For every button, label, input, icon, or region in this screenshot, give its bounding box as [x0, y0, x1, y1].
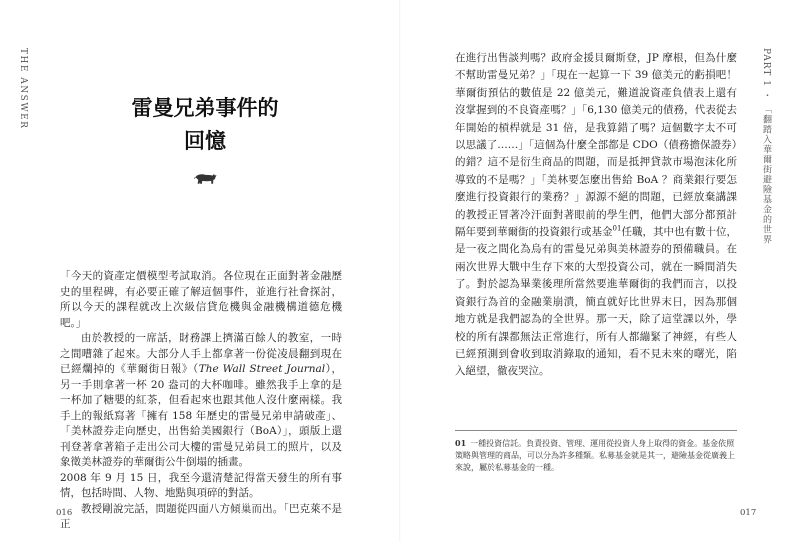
footnote-text: 一種投資信託。負責投資、管理、運用從投資人身上取得的資金。基金依照策略與管理的商品，可以分為許多種類。私募基金就是其一，避險基金從廣義上來說，屬於私募基金的一種。: [455, 439, 735, 472]
side-running-head: PART 1 ・ 「翻踏入華爾街避險基金的世界: [761, 48, 771, 245]
paragraph: 由於教授的一席話，財務課上擠滿百餘人的教室，一時之間嘈雜了起來。大部分人手上都拿著一份從凌晨翻到現在已經爛掉的《華爾街日報》（The Wall Street Journal），另一手則拿著一杯 20 盎司的大杯咖啡。雖然我手上拿的是一杯加了糖嬰的紅茶，但看起來也跟其他人沒什麼兩樣。我手上的報紙寫著「擁有 158 年歷史的雷曼兄弟申請破產」、「美林證券走向歷史，出售給美國銀行（BoA）」，頭版上還刊登著拿著箱子走出公司大樓的雷曼兄弟員工的照片，以及象徵美林證券的華爾街公牛倒塌的插畫。: [60, 332, 343, 468]
newspaper-name: The Wall Street Journal: [198, 363, 326, 375]
side-running-head: THE ANSWER: [18, 48, 28, 130]
left-body-text: [60, 269, 342, 533]
page-number: 016: [56, 508, 73, 518]
paragraph: 在進行出售談判嗎？政府金援貝爾斯登，JP 摩根，但為什麼不幫助雷曼兄弟？」「現在一起算一下 39 億美元的虧損吧！華爾街預估的數值是 22 億美元，難道說資產負債表上還有沒掌握到的不良資產嗎？」「6,130 億美元的債務，代表從去年開始的槓桿就是 31 倍，是我算錯了嗎？這個數字太不可以思議了……」「這個為什麼全部都是 CDO（債務擔保證券）的錯？這不是衍生商品的問題，而是抵押貸款市場泡沫化所導致的不是嗎？」「美林要怎麼出售給 BoA ？商業銀行要怎麼進行投資銀行的業務？」源源不絕的問題，已經放棄講課的教授正冒著冷汗面對著眼前的學生們，他們大部分都預計隔年要到華爾街的投資銀行或基金$^{01}$任職，其中也有數十位，是一夜之間化為烏有的雷曼兄弟與美林證券的預備職員。在兩次世界大戰中生存下來的大型投資公司，就在一瞬間消失了。對於認為畢業後理所當然要進華爾街的我們而言，以投資銀行為首的金融業崩潰，簡直就好比世界末日，因為那個地方就是我們認為的全世界。那一天，除了這堂課以外，學校的所有課都無法正常進行，所有人都繃緊了神經，有些人已經預測到會收到取消錄取的通知，看不見未來的曙光，陷入絕望，徹夜哭泣。: [455, 52, 738, 378]
chapter-title-line2: 回憶: [184, 129, 226, 153]
paragraph: 「今天的資產定價模型考試取消。各位現在正面對著金融歷史的里程碑，有必要正確了解這個事件，並進行社會探討，所以今天的課程就改上次級信貸危機與金融機構道德危機吧。」: [60, 270, 342, 329]
page-number: 017: [740, 508, 757, 518]
footnote-divider: [455, 430, 737, 431]
paragraph: 教授剛說完話，問題從四面八方傾巢而出。「巴克萊不是正: [60, 502, 342, 530]
right-page: [400, 0, 800, 541]
footnote-reference[interactable]: 01: [612, 224, 622, 233]
chapter-title: [120, 92, 290, 158]
right-body-text: [455, 50, 737, 381]
footnote-number: 01: [455, 438, 467, 448]
footnote: [455, 437, 737, 474]
paragraph: 2008 年 9 月 15 日，我至今還清楚記得當天發生的所有事情，包括時間、人物、地點與項碎的對話。: [60, 471, 342, 499]
chapter-title-line1: 雷曼兄弟事件的: [131, 96, 279, 120]
bull-icon: [193, 171, 217, 185]
